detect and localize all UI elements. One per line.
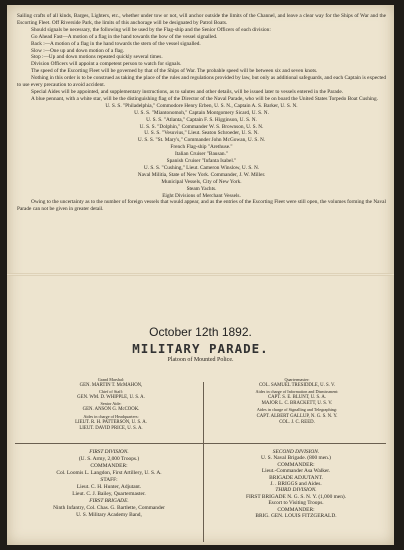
staff-line: Senior Aide: [100,401,122,407]
date-heading: October 12th 1892. [149,325,252,339]
staff-line: LIEUT. R. H. PATTERSON, U. S. A. [75,419,147,425]
division-line: U. S. Military Academy Band, [76,512,142,518]
ship-line: Spanish Cruiser "Infanta Isabel." [166,158,237,165]
staff-line: Quartermaster: [284,377,310,382]
division-line: J. . BRIGGS and Aides. [270,481,322,488]
division-line: STAFF: [100,477,118,483]
division-line: BRIGADE ADJUTANT. [269,474,323,481]
paragraph: Stop :—Up and down motions repeated quickly several times. [31,54,163,61]
staff-line: Aides in charge of Signalling and Telegraphing: [256,407,338,413]
staff-line: Aides in charge of Information and Dismissment: [255,389,339,395]
ship-line: U. S. S. "St. Mary's," Commander John McGowan, U. S. N. [137,137,266,144]
ship-line: French Flag-ship "Arethuse." [170,144,233,151]
division-line: U. S. Naval Brigade. (800 men.) [261,455,331,462]
staff-line: COL. J. C. REED. [279,419,315,425]
closing-paragraph: Owing to the uncertainty as to the number of foreign vessels that would appear, and as the entries of the Escorting Fleet were still open, the volumes forming the Naval Parade can not be given in greater detail. [17,199,386,213]
paragraph: Special Aides will be appointed, and supplementary instructions, as to salutes and other details, will be issued later to vessels entered in the Parade. [31,88,343,95]
staff-line: Grand Marshal: [97,377,125,382]
staff-line: MAJOR L. C. BRACKETT, U. S. V. [261,401,333,407]
division-line: BRIG. GEN. LOUIS FITZGERALD. [255,513,337,520]
ship-line: Naval Militia, State of New York. Commander, J. W. Miller. [137,171,266,178]
staff-line: CAPT. S. E. BLUNT, U. S. A. [267,395,327,401]
paragraph: A blue pennant, with a white star, will be the distinguishing flag of the Director of the Naval Parade, who will be on board the United States Torpedo Boat Cushing. [31,95,378,102]
division-title: THIRD DIVISION. [275,487,317,494]
division-title: FIRST DIVISION. [89,449,129,455]
division-line: Ninth Infantry, Col. Chas. G. Bartlette, Commander [53,505,165,511]
ship-line: Steam Yachts. [186,185,217,192]
paragraph: Back :—A motion of a flag in the hand towards the stern of the vessel signalled. [31,40,201,47]
ship-line: Italian Cruiser "Bausan." [174,151,228,158]
section-divider [15,443,386,444]
brigade-title: FIRST BRIGADE. [89,498,129,504]
ship-line: U. S. S. "Dolphin," Commander W. S. Brownson, U. S. N. [139,123,264,130]
staff-line: Aides in charge of Headquarters: [83,413,139,419]
ship-line: U. S. S. "Philadelphia," Commodore Henry Erben, U. S. N., Captain A. S. Barker, U. S. N. [105,102,298,109]
ship-line: Eight Divisions of Merchant Vessels. [162,192,241,199]
staff-line: GEN. MARTIN T. McMAHON, [79,383,143,389]
staff-line: GEN. ANSON G. McCOOK. [82,407,140,413]
division-line: Lieut.-Commander Asa Walker. [261,468,331,475]
ship-line: U. S. S. "Atlanta," Captain F. S. Higginson, U. S. N. [146,116,257,123]
paragraph: Go Ahead Fast—A motion of a flag in the hand towards the bow of the vessel signalled. [31,33,218,40]
paragraph: Sailing crafts of all kinds, Barges, Lighters, etc., whether under tow or not, will anchor outside the limits of the Channel, and leave a clear way for the Ships of War and the Escorting Fleet. Off Riverside Park, the limits of this anchorage will be designated by Patrol Boats. [17,13,386,26]
first-division [17,449,201,519]
division-line: COMMANDER: [277,506,315,513]
platoon-line: Platoon of Mounted Police. [167,357,234,363]
division-line: COMMANDER: [90,463,128,469]
document-page [7,5,394,545]
ship-line: U. S. S. "Vesuvius," Lieut. Seaton Schroeder, U. S. N. [144,130,259,137]
division-line: Escort to Visiting Troops. [268,500,324,507]
staff-line: Chief of Staff: [98,389,124,395]
division-title: SECOND DIVISION. [272,449,320,455]
paragraph: Should signals be necessary, the following will be used by the Flag-ship and the Senior Officers of each division: [31,26,271,33]
paragraph: The speed of the Escorting Fleet will be governed by that of the Ships of War. The probable speed will be between six and seven knots. [31,68,318,75]
staff-left-column [21,377,201,432]
staff-line: GEN. WM. D. WHIPPLE, U. S. A. [77,395,145,401]
second-division [206,449,386,519]
division-line: Col. Loomis L. Langdon, First Artillery, U. S. A. [56,470,162,476]
paper-fold [7,273,394,276]
ship-line: U. S. S. "Cushing," Lieut. Cameron Winslow, U. S. N. [143,164,260,171]
military-parade-heading: MILITARY PARADE. [132,341,269,356]
division-line: Lieut. C. J. Bailey, Quartermaster. [72,491,146,497]
naval-orders-text [17,13,386,213]
division-line: Lieut. C. H. Hunter, Adjutant. [76,484,142,490]
paragraph: Division Officers will appoint a competent person to watch for signals. [31,61,182,68]
division-line: FIRST BRIGADE N. G. S. N. Y. (1,000 men). [245,493,347,500]
ship-line: Municipal Vessels, City of New York. [161,178,242,185]
staff-right-column [207,377,387,426]
division-line: (U. S. Army, 2,000 Troops.) [78,456,140,462]
division-line: COMMANDER: [277,461,315,468]
paragraph: Nothing in this order is to be construed as taking the place of the rules and regulations provided by law, but only as additional safeguards, and each Captain is expected to use every precaution to avoid accident. [17,75,386,89]
column-divider [203,382,204,542]
paragraph: Slow :—One up and down motion of a flag. [31,47,125,54]
ship-line: U. S. S. "Miantonomoh," Captain Montgomery Sicard, U. S. N. [134,109,269,116]
staff-line: CAPT. ALBERT GALLUP, N. G. S. N. Y. [256,413,338,419]
staff-line: LIEUT. DAVID PRICE, U. S. A. [79,425,143,431]
staff-line: COL. SAMUEL TRESIDDLE, U. S. V. [258,383,336,389]
